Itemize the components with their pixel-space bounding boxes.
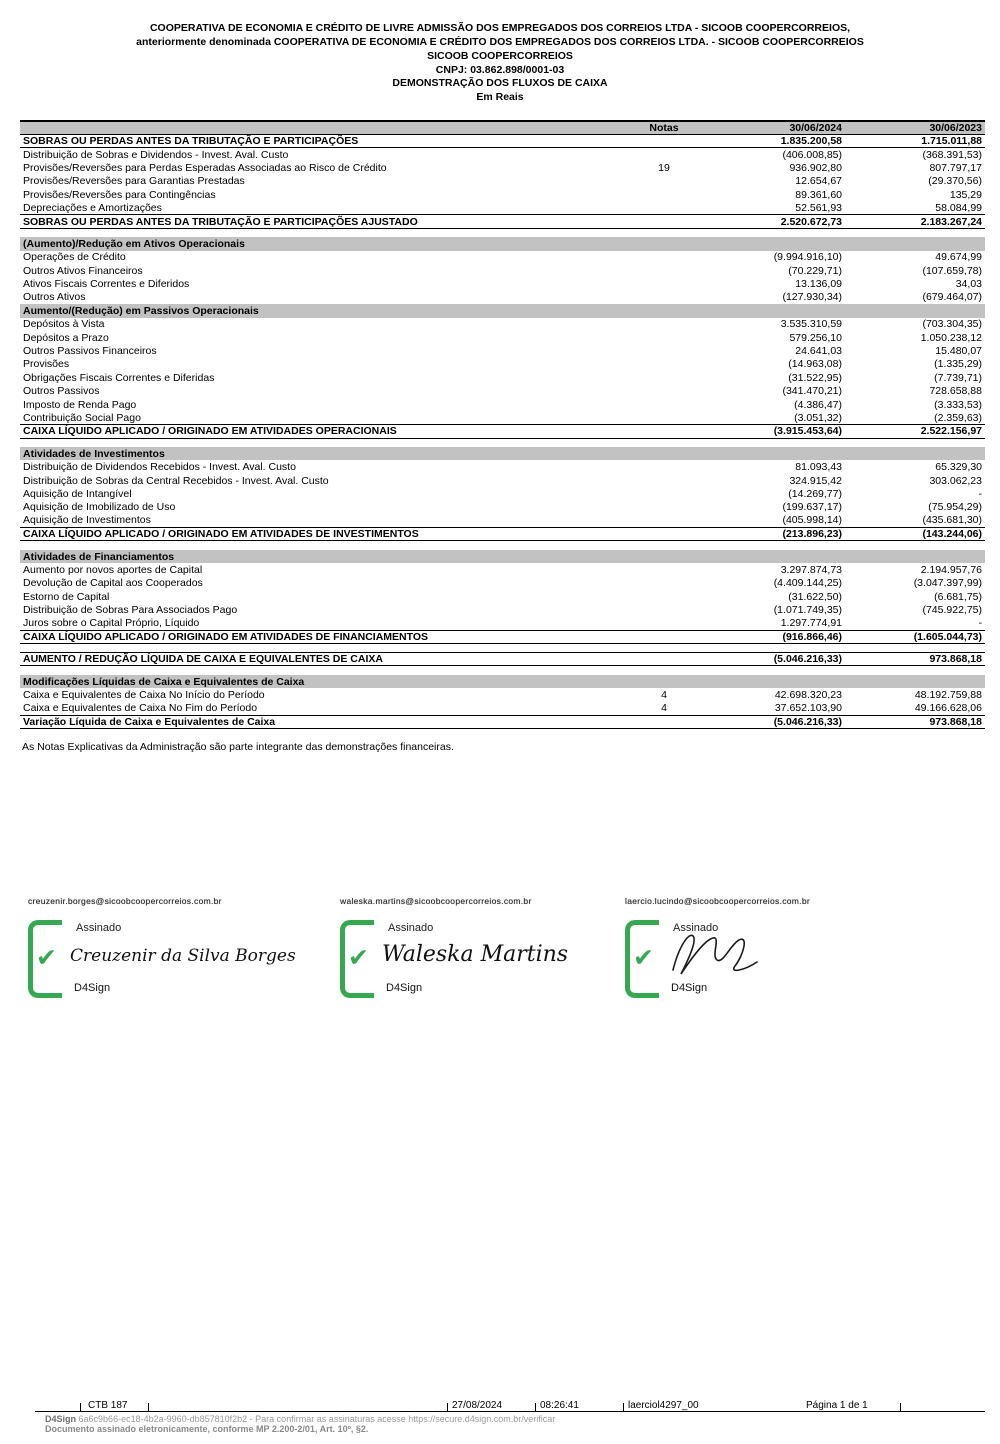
table-row (20, 331, 985, 344)
cnpj: CNPJ: 03.862.898/0001-03 (435, 63, 565, 76)
row-notas (618, 318, 710, 331)
row-value-2023: (29.370,56) (928, 175, 982, 188)
row-value-2024: 936.902,80 (789, 161, 842, 174)
row-notas (618, 563, 710, 576)
signature-status: Assinado (673, 922, 719, 934)
row-value-2023: 58.084,99 (935, 201, 982, 214)
row-value-2023: 973.868,18 (845, 653, 985, 666)
row-label: Provisões/Reversões para Contingências (23, 188, 216, 201)
row-notas (618, 715, 710, 728)
table-row (20, 344, 985, 357)
table-row (20, 688, 985, 701)
row-value-2024: (14.269,77) (788, 487, 842, 500)
signer-email: laercio.lucindo@sicoobcoopercorreios.com.br (625, 896, 810, 906)
row-label: CAIXA LÍQUIDO APLICADO / ORIGINADO EM ATIVIDADES DE INVESTIMENTOS (20, 527, 618, 540)
row-notas (618, 344, 710, 357)
row-value-2023: (143.244,06) (845, 527, 985, 540)
row-value-2024: (3.051,32) (794, 411, 842, 424)
row-value-2023: (3.333,53) (934, 398, 982, 411)
row-value-2023: 807.797,17 (929, 161, 982, 174)
row-notas (618, 398, 710, 411)
row-notas (618, 201, 710, 214)
table-row (20, 188, 985, 201)
row-value-2024: 52.561,93 (795, 201, 842, 214)
row-value-2024: (1.071.749,35) (773, 604, 842, 617)
row-value-2023: (1.605.044,73) (845, 630, 985, 643)
d4sign-stamp (625, 918, 925, 1004)
footer-date: 27/08/2024 (452, 1400, 503, 1411)
table-row (20, 215, 985, 228)
coop-name-line2: anteriormente denominada COOPERATIVA DE ECONOMIA E CRÉDITO DOS EMPREGADOS DOS CORREIOS LTDA. - SICOOB COOPERCORREIOS (136, 35, 864, 48)
row-value-2023: 2.522.156,97 (845, 425, 985, 438)
table-row (20, 715, 985, 728)
row-label: Caixa e Equivalentes de Caixa No Início do Período (23, 689, 265, 702)
row-value-2024: 579.256,10 (789, 331, 842, 344)
section-label: Atividades de Financiamentos (20, 550, 985, 563)
table-row (20, 201, 985, 214)
row-notas (618, 460, 710, 473)
row-value-2024: 1.835.200,58 (710, 135, 845, 148)
row-notas (618, 175, 710, 188)
table-row (20, 425, 985, 438)
table-row (20, 474, 985, 487)
col-header-2023: 30/06/2023 (845, 121, 985, 135)
section-row (20, 237, 985, 250)
row-notas (618, 603, 710, 616)
row-value-2023: 973.868,18 (845, 715, 985, 728)
table-row (20, 318, 985, 331)
section-label: Modificações Líquidas de Caixa e Equivalentes de Caixa (20, 675, 985, 688)
spacer-cell (20, 228, 985, 237)
d4sign-label: D4Sign (386, 982, 423, 994)
col-header-2024: 30/06/2024 (710, 121, 845, 135)
row-value-2024: (405.998,14) (782, 514, 842, 527)
row-label: Aumento por novos aportes de Capital (23, 563, 203, 576)
signature-handwriting: Waleska Martins (382, 942, 569, 967)
row-value-2024: 3.297.874,73 (780, 563, 842, 576)
signature-block-1 (28, 896, 328, 1004)
row-notas (618, 371, 710, 384)
row-label: SOBRAS OU PERDAS ANTES DA TRIBUTAÇÃO E PARTICIPAÇÕES AJUSTADO (20, 215, 618, 228)
row-notas (618, 653, 710, 666)
footer-tick (447, 1403, 448, 1412)
row-value-2023: 1.715.011,88 (845, 135, 985, 148)
table-row (20, 501, 985, 514)
table-row (20, 175, 985, 188)
row-value-2024: 24.641,03 (795, 345, 842, 358)
spacer-row (20, 541, 985, 550)
row-value-2024: (31.622,50) (788, 590, 842, 603)
signature-block-2 (340, 896, 640, 1004)
spacer-row (20, 644, 985, 653)
row-notas (618, 617, 710, 630)
row-label: Depreciações e Amortizações (23, 201, 162, 214)
explanatory-note: As Notas Explicativas da Administração são parte integrante das demonstrações financeiras. (22, 741, 454, 754)
section-row (20, 550, 985, 563)
footer-rule (35, 1411, 985, 1412)
table-row (20, 411, 985, 424)
row-notas (618, 291, 710, 304)
row-value-2024: 3.535.310,59 (780, 318, 842, 331)
row-notas (618, 148, 710, 161)
d4sign-stamp (340, 918, 640, 1004)
row-label: Aquisição de Investimentos (23, 514, 151, 527)
section-label: (Aumento)/Redução em Ativos Operacionais (20, 237, 985, 250)
row-value-2024: (5.046.216,33) (710, 653, 845, 666)
row-label: Estorno de Capital (23, 590, 110, 603)
section-label: Atividades de Investimentos (20, 447, 985, 460)
row-value-2024: (341.470,21) (782, 385, 842, 398)
row-label: Outros Passivos (23, 385, 100, 398)
d4sign-label: D4Sign (671, 982, 708, 994)
row-notas (618, 474, 710, 487)
row-label: Outros Ativos (23, 291, 86, 304)
footer-tick (900, 1403, 901, 1412)
row-label: Depósitos à Vista (23, 318, 105, 331)
footer-tick (623, 1403, 624, 1412)
row-value-2023: (3.047.397,99) (913, 577, 982, 590)
d4sign-stamp (28, 918, 328, 1004)
row-label: Obrigações Fiscais Correntes e Diferidas (23, 371, 215, 384)
row-value-2024: 89.361,60 (795, 188, 842, 201)
row-label: CAIXA LÍQUIDO APLICADO / ORIGINADO EM ATIVIDADES DE FINANCIAMENTOS (20, 630, 618, 643)
row-value-2024: 81.093,43 (795, 461, 842, 474)
row-value-2023: (7.739,71) (934, 371, 982, 384)
footer-tick (80, 1403, 81, 1412)
footer-doc-code: CTB 187 (88, 1400, 128, 1411)
row-value-2023: 728.658,88 (929, 385, 982, 398)
row-value-2023: - (978, 487, 982, 500)
row-label: Aquisição de Intangível (23, 487, 132, 500)
row-value-2024: (213.896,23) (710, 527, 845, 540)
table-row (20, 617, 985, 630)
table-row (20, 577, 985, 590)
footer-page-info: Página 1 de 1 (806, 1400, 868, 1411)
legal-line: Documento assinado eletronicamente, conforme MP 2.200-2/01, Art. 10º, §2. (45, 1424, 369, 1434)
row-label: SOBRAS OU PERDAS ANTES DA TRIBUTAÇÃO E PARTICIPAÇÕES (20, 135, 618, 148)
row-value-2023: 135,29 (949, 188, 982, 201)
row-value-2023: (679.464,07) (922, 291, 982, 304)
currency-label: Em Reais (476, 90, 524, 103)
row-value-2023: (2.359,63) (934, 411, 982, 424)
row-label: Provisões (23, 358, 70, 371)
row-notas: 19 (658, 161, 670, 174)
row-label: Juros sobre o Capital Próprio, Líquido (23, 617, 200, 630)
row-value-2023: (745.922,75) (922, 604, 982, 617)
row-label: Distribuição de Sobras da Central Recebidos - Invest. Aval. Custo (23, 474, 329, 487)
checkmark-icon: ✔ (36, 944, 57, 972)
spacer-cell (20, 644, 985, 653)
table-row (20, 603, 985, 616)
spacer-cell (20, 666, 985, 675)
signature-status: Assinado (388, 922, 434, 934)
row-value-2023: 49.674,99 (935, 251, 982, 264)
row-value-2024: (70.229,71) (788, 264, 842, 277)
table-row (20, 398, 985, 411)
row-label: Ativos Fiscais Correntes e Diferidos (23, 278, 190, 291)
section-label: Aumento/(Redução) em Passivos Operacionais (20, 304, 985, 317)
table-row (20, 702, 985, 715)
spacer-cell (20, 438, 985, 447)
row-value-2024: 2.520.672,73 (710, 215, 845, 228)
row-value-2024: (31.522,95) (788, 371, 842, 384)
row-notas (618, 277, 710, 290)
row-notas (618, 215, 710, 228)
row-notas (618, 590, 710, 603)
row-label: Distribuição de Sobras Para Associados Pago (23, 604, 238, 617)
table-row (20, 135, 985, 148)
row-value-2023: (435.681,30) (922, 514, 982, 527)
row-notas: 4 (661, 702, 667, 715)
row-notas (618, 251, 710, 264)
row-value-2024: (3.915.453,64) (710, 425, 845, 438)
row-notas (618, 385, 710, 398)
row-value-2023: (107.659,78) (922, 264, 982, 277)
row-label: Outros Ativos Financeiros (23, 264, 143, 277)
row-value-2024: 1.297.774,91 (780, 617, 842, 630)
row-value-2024: (5.046.216,33) (710, 715, 845, 728)
row-value-2023: 48.192.759,88 (914, 689, 982, 702)
spacer-cell (20, 541, 985, 550)
signature-status: Assinado (76, 922, 122, 934)
section-row (20, 304, 985, 317)
signature-block-3 (625, 896, 925, 1004)
row-value-2023: (75.954,29) (928, 501, 982, 514)
row-label: Contribuição Social Pago (23, 411, 141, 424)
row-label: Provisões/Reversões para Garantias Prestadas (23, 175, 245, 188)
row-notas (618, 487, 710, 500)
row-label: Outros Passivos Financeiros (23, 345, 157, 358)
row-value-2023: 2.194.957,76 (920, 563, 982, 576)
footer-time: 08:26:41 (540, 1400, 579, 1411)
row-value-2023: (368.391,53) (922, 148, 982, 161)
table-row (20, 251, 985, 264)
row-label: Depósitos a Prazo (23, 331, 109, 344)
cashflow-table (20, 120, 985, 729)
row-notas (618, 577, 710, 590)
row-notas (618, 514, 710, 527)
row-notas (618, 135, 710, 148)
row-value-2023: 15.480,07 (935, 345, 982, 358)
table-row (20, 487, 985, 500)
d4sign-label: D4Sign (74, 982, 111, 994)
col-header-notas: Notas (618, 121, 710, 135)
column-header-row (20, 121, 985, 135)
row-value-2024: (127.930,34) (782, 291, 842, 304)
table-row (20, 385, 985, 398)
signer-email: creuzenir.borges@sicoobcoopercorreios.com.br (28, 896, 222, 906)
row-notas: 4 (661, 689, 667, 702)
row-value-2024: 12.654,67 (795, 175, 842, 188)
row-value-2023: 65.329,30 (935, 461, 982, 474)
row-value-2023: (6.681,75) (934, 590, 982, 603)
row-value-2024: (4.409.144,25) (773, 577, 842, 590)
section-row (20, 675, 985, 688)
table-row (20, 358, 985, 371)
col-header-empty (20, 121, 618, 135)
row-value-2023: 34,03 (955, 278, 982, 291)
row-label: Variação Líquida de Caixa e Equivalentes de Caixa (20, 715, 618, 728)
spacer-row (20, 228, 985, 237)
row-value-2023: (703.304,35) (922, 318, 982, 331)
row-notas (618, 425, 710, 438)
spacer-row (20, 666, 985, 675)
row-label: Operações de Crédito (23, 251, 126, 264)
row-value-2023: 49.166.628,06 (914, 702, 982, 715)
row-value-2023: 1.050.238,12 (920, 331, 982, 344)
table-row (20, 460, 985, 473)
row-value-2024: (4.386,47) (794, 398, 842, 411)
signature-scribble (665, 926, 775, 984)
table-row (20, 277, 985, 290)
row-value-2023: - (978, 617, 982, 630)
document-header (0, 0, 1000, 104)
table-row (20, 291, 985, 304)
row-value-2023: (1.335,29) (934, 358, 982, 371)
row-value-2023: 303.062,23 (929, 474, 982, 487)
row-notas (618, 264, 710, 277)
row-value-2024: 42.698.320,23 (774, 689, 842, 702)
table-row (20, 148, 985, 161)
row-notas (618, 188, 710, 201)
footer-user-id: laerciol4297_00 (628, 1400, 699, 1411)
table-row (20, 527, 985, 540)
row-label: Caixa e Equivalentes de Caixa No Fim do Período (23, 702, 258, 715)
entity-name: SICOOB COOPERCORREIOS (427, 50, 573, 62)
checkmark-icon: ✔ (348, 944, 369, 972)
row-label: Provisões/Reversões para Perdas Esperadas Associadas ao Risco de Crédito (23, 161, 387, 174)
table-row (20, 653, 985, 666)
row-label: Aquisição de Imobilizado de Uso (23, 501, 176, 514)
checkmark-icon: ✔ (633, 944, 654, 972)
row-value-2024: (406.008,85) (782, 148, 842, 161)
row-value-2024: (14.963,08) (788, 358, 842, 371)
row-notas (618, 527, 710, 540)
footer-tick (148, 1403, 149, 1412)
row-label: AUMENTO / REDUÇÃO LÍQUIDA DE CAIXA E EQUIVALENTES DE CAIXA (20, 653, 618, 666)
row-notas (618, 411, 710, 424)
signature-handwriting: Creuzenir da Silva Borges (70, 946, 296, 966)
d4sign-brand: D4Sign (45, 1414, 77, 1424)
row-value-2024: 324.915,42 (789, 474, 842, 487)
row-value-2024: (916.866,46) (710, 630, 845, 643)
row-notas (618, 358, 710, 371)
row-value-2024: (199.637,17) (782, 501, 842, 514)
row-label: CAIXA LÍQUIDO APLICADO / ORIGINADO EM ATIVIDADES OPERACIONAIS (20, 425, 618, 438)
table-row (20, 630, 985, 643)
row-label: Imposto de Renda Pago (23, 398, 137, 411)
row-notas (618, 331, 710, 344)
footer-tick (535, 1403, 536, 1412)
row-notas (618, 630, 710, 643)
table-row (20, 264, 985, 277)
d4sign-verification-line (45, 1414, 555, 1424)
signer-email: waleska.martins@sicoobcoopercorreios.com.br (340, 896, 532, 906)
coop-name-line1: COOPERATIVA DE ECONOMIA E CRÉDITO DE LIVRE ADMISSÃO DOS EMPREGADOS DOS CORREIOS LTDA - SICOOB COOPERCORREIOS, (149, 22, 851, 34)
row-value-2024: (9.994.916,10) (773, 251, 842, 264)
table-row (20, 590, 985, 603)
row-value-2023: 2.183.267,24 (845, 215, 985, 228)
cashflow-table-body (20, 135, 985, 729)
table-row (20, 514, 985, 527)
row-label: Devolução de Capital aos Cooperados (23, 577, 203, 590)
row-notas (618, 501, 710, 514)
page-title: DEMONSTRAÇÃO DOS FLUXOS DE CAIXA (392, 77, 608, 89)
table-row (20, 161, 985, 174)
row-label: Distribuição de Sobras e Dividendos - Invest. Aval. Custo (23, 148, 289, 161)
section-row (20, 447, 985, 460)
table-row (20, 563, 985, 576)
table-row (20, 371, 985, 384)
row-value-2024: 13.136,09 (795, 278, 842, 291)
spacer-row (20, 438, 985, 447)
row-label: Distribuição de Dividendos Recebidos - Invest. Aval. Custo (23, 461, 296, 474)
row-value-2024: 37.652.103,90 (774, 702, 842, 715)
d4sign-verification-text: 6a6c9b66-ec18-4b2a-9960-db857810f2b2 - Para confirmar as assinaturas acesse https://secure.d4sign.com.br/verificar (78, 1414, 556, 1424)
